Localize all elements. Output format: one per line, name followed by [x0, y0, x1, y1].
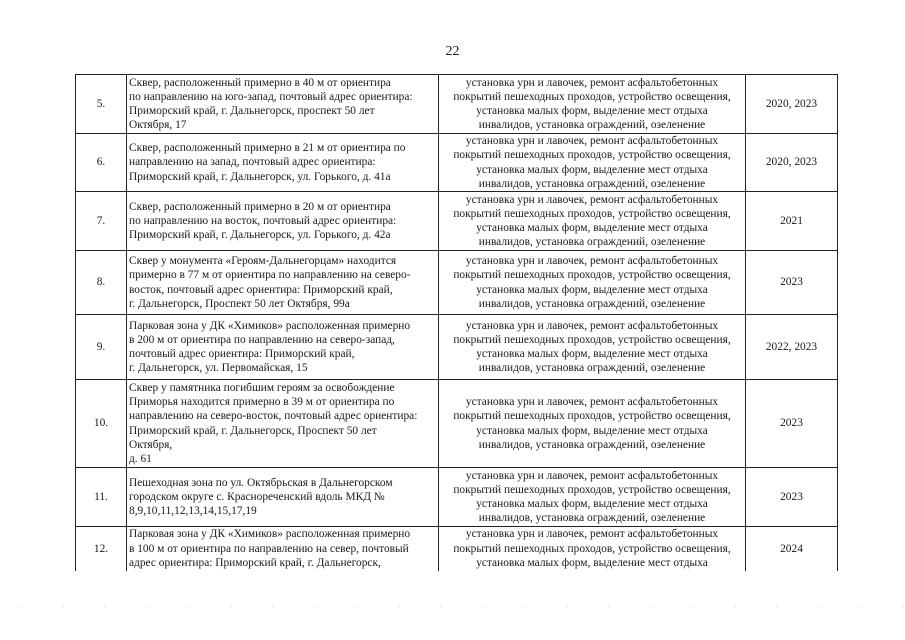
improvement-table — [75, 74, 838, 571]
implementation-years: 2020, 2023 — [746, 75, 838, 134]
page-number: 22 — [445, 44, 460, 59]
work-types: установка урн и лавочек, ремонт асфальтобетонных покрытий пешеходных проходов, устройство освещения, установка малых форм, выделение мест отдыха инвалидов, установка ограждений, озеленение — [439, 192, 746, 251]
implementation-years: 2022, 2023 — [746, 315, 838, 380]
table-row — [76, 75, 838, 134]
table-row — [76, 527, 838, 571]
work-types: установка урн и лавочек, ремонт асфальтобетонных покрытий пешеходных проходов, устройство освещения, установка малых форм, выделение мест отдыха инвалидов, установка ограждений, озеленение — [439, 315, 746, 380]
implementation-years: 2023 — [746, 380, 838, 468]
object-description: Сквер, расположенный примерно в 21 м от ориентира по направлению на запад, почтовый адрес ориентира: Приморский край, г. Дальнегорск, ул. Горького, д. 41а — [127, 134, 439, 192]
row-number: 11. — [76, 468, 127, 527]
work-types: установка урн и лавочек, ремонт асфальтобетонных покрытий пешеходных проходов, устройство освещения, установка малых форм, выделение мест отдыха — [439, 527, 746, 571]
table-row — [76, 380, 838, 468]
implementation-years: 2023 — [746, 468, 838, 527]
object-description: Парковая зона у ДК «Химиков» расположенная примерно в 100 м от ориентира по направлению на север, почтовый адрес ориентира: Приморский край, г. Дальнегорск, — [127, 527, 439, 571]
work-types: установка урн и лавочек, ремонт асфальтобетонных покрытий пешеходных проходов, устройство освещения, установка малых форм, выделение мест отдыха инвалидов, установка ограждений, озеленение — [439, 134, 746, 192]
work-types: установка урн и лавочек, ремонт асфальтобетонных покрытий пешеходных проходов, устройство освещения, установка малых форм, выделение мест отдыха инвалидов, установка ограждений, озеленение — [439, 380, 746, 468]
object-description: Сквер, расположенный примерно в 20 м от ориентира по направлению на восток, почтовый адрес ориентира: Приморский край, г. Дальнегорск, ул. Горького, д. 42а — [127, 192, 439, 251]
row-number: 6. — [76, 134, 127, 192]
implementation-years: 2021 — [746, 192, 838, 251]
work-types: установка урн и лавочек, ремонт асфальтобетонных покрытий пешеходных проходов, устройство освещения, установка малых форм, выделение мест отдыха инвалидов, установка ограждений, озеленение — [439, 75, 746, 134]
table-row — [76, 315, 838, 380]
table-row — [76, 251, 838, 315]
row-number: 8. — [76, 251, 127, 315]
row-number: 5. — [76, 75, 127, 134]
implementation-years: 2023 — [746, 251, 838, 315]
table-row — [76, 468, 838, 527]
row-number: 7. — [76, 192, 127, 251]
object-description: Сквер, расположенный примерно в 40 м от ориентира по направлению на юго-запад, почтовый адрес ориентира: Приморский край, г. Дальнегорск, проспект 50 лет Октября, 17 — [127, 75, 439, 134]
implementation-years: 2024 — [746, 527, 838, 571]
work-types: установка урн и лавочек, ремонт асфальтобетонных покрытий пешеходных проходов, устройство освещения, установка малых форм, выделение мест отдыха инвалидов, установка ограждений, озеленение — [439, 251, 746, 315]
object-description: Пешеходная зона по ул. Октябрьская в Дальнегорском городском округе с. Краснореченский вдоль МКД № 8,9,10,11,12,13,14,15,17,19 — [127, 468, 439, 527]
scan-artifact-dots — [0, 606, 905, 607]
object-description: Сквер у монумента «Героям-Дальнегорцам» находится примерно в 77 м от ориентира по направлению на северо- восток, почтовый адрес ориентира: Приморский край, г. Дальнегорск, Проспект 50 лет Октября, 99а — [127, 251, 439, 315]
implementation-years: 2020, 2023 — [746, 134, 838, 192]
table-row — [76, 192, 838, 251]
row-number: 9. — [76, 315, 127, 380]
work-types: установка урн и лавочек, ремонт асфальтобетонных покрытий пешеходных проходов, устройство освещения, установка малых форм, выделение мест отдыха инвалидов, установка ограждений, озеленение — [439, 468, 746, 527]
object-description: Сквер у памятника погибшим героям за освобождение Приморья находится примерно в 39 м от ориентира по направлению на северо-восток, почтовый адрес ориентира: Приморский край, г. Дальнегорск, Проспект 50 лет Октября, д. 61 — [127, 380, 439, 468]
object-description: Парковая зона у ДК «Химиков» расположенная примерно в 200 м от ориентира по направлению на северо-запад, почтовый адрес ориентира: Приморский край, г. Дальнегорск, ул. Первомайская, 15 — [127, 315, 439, 380]
row-number: 10. — [76, 380, 127, 468]
row-number: 12. — [76, 527, 127, 571]
table-row — [76, 134, 838, 192]
